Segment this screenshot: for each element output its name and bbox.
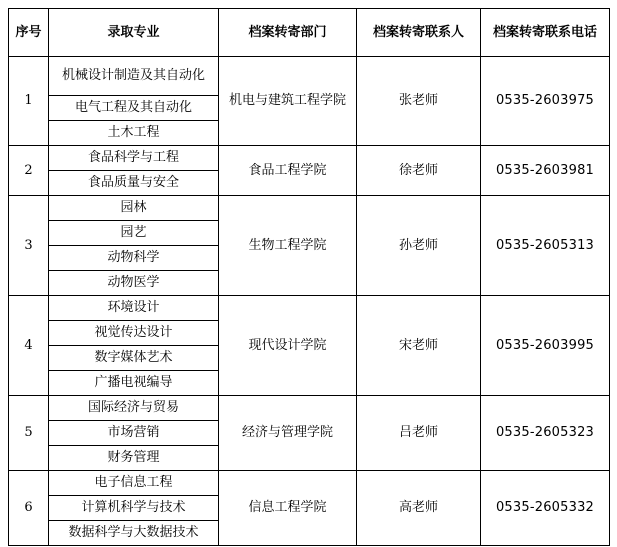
seq-cell: 4 bbox=[9, 296, 49, 396]
seq-cell: 3 bbox=[9, 196, 49, 296]
major-cell: 广播电视编导 bbox=[49, 371, 219, 396]
contact-cell: 张老师 bbox=[357, 57, 481, 146]
table-row bbox=[9, 196, 610, 221]
department-cell: 机电与建筑工程学院 bbox=[219, 57, 357, 146]
major-cell: 市场营销 bbox=[49, 421, 219, 446]
table-row bbox=[9, 57, 610, 96]
contact-cell: 孙老师 bbox=[357, 196, 481, 296]
major-cell: 电子信息工程 bbox=[49, 471, 219, 496]
major-cell: 数字媒体艺术 bbox=[49, 346, 219, 371]
seq-cell: 5 bbox=[9, 396, 49, 471]
table-row bbox=[9, 396, 610, 421]
header-phone: 档案转寄联系电话 bbox=[481, 9, 610, 57]
major-cell: 机械设计制造及其自动化 bbox=[49, 57, 219, 96]
major-cell: 环境设计 bbox=[49, 296, 219, 321]
contact-cell: 高老师 bbox=[357, 471, 481, 546]
seq-cell: 2 bbox=[9, 146, 49, 196]
department-cell: 信息工程学院 bbox=[219, 471, 357, 546]
major-cell: 视觉传达设计 bbox=[49, 321, 219, 346]
phone-cell: 0535-2605332 bbox=[481, 471, 610, 546]
major-cell: 园艺 bbox=[49, 221, 219, 246]
department-cell: 生物工程学院 bbox=[219, 196, 357, 296]
table-row bbox=[9, 471, 610, 496]
department-cell: 经济与管理学院 bbox=[219, 396, 357, 471]
major-cell: 土木工程 bbox=[49, 121, 219, 146]
admission-records-table bbox=[8, 8, 610, 546]
header-major: 录取专业 bbox=[49, 9, 219, 57]
contact-cell: 宋老师 bbox=[357, 296, 481, 396]
phone-cell: 0535-2605313 bbox=[481, 196, 610, 296]
major-cell: 数据科学与大数据技术 bbox=[49, 521, 219, 546]
department-cell: 食品工程学院 bbox=[219, 146, 357, 196]
phone-cell: 0535-2605323 bbox=[481, 396, 610, 471]
major-cell: 电气工程及其自动化 bbox=[49, 96, 219, 121]
major-cell: 国际经济与贸易 bbox=[49, 396, 219, 421]
seq-cell: 6 bbox=[9, 471, 49, 546]
header-seq: 序号 bbox=[9, 9, 49, 57]
major-cell: 园林 bbox=[49, 196, 219, 221]
contact-cell: 吕老师 bbox=[357, 396, 481, 471]
major-cell: 食品质量与安全 bbox=[49, 171, 219, 196]
major-cell: 食品科学与工程 bbox=[49, 146, 219, 171]
seq-cell: 1 bbox=[9, 57, 49, 146]
table-row bbox=[9, 296, 610, 321]
phone-cell: 0535-2603981 bbox=[481, 146, 610, 196]
table-header-row bbox=[9, 9, 610, 57]
table-row bbox=[9, 146, 610, 171]
department-cell: 现代设计学院 bbox=[219, 296, 357, 396]
contact-cell: 徐老师 bbox=[357, 146, 481, 196]
major-cell: 计算机科学与技术 bbox=[49, 496, 219, 521]
header-department: 档案转寄部门 bbox=[219, 9, 357, 57]
major-cell: 动物科学 bbox=[49, 246, 219, 271]
major-cell: 财务管理 bbox=[49, 446, 219, 471]
phone-cell: 0535-2603995 bbox=[481, 296, 610, 396]
major-cell: 动物医学 bbox=[49, 271, 219, 296]
header-contact: 档案转寄联系人 bbox=[357, 9, 481, 57]
phone-cell: 0535-2603975 bbox=[481, 57, 610, 146]
